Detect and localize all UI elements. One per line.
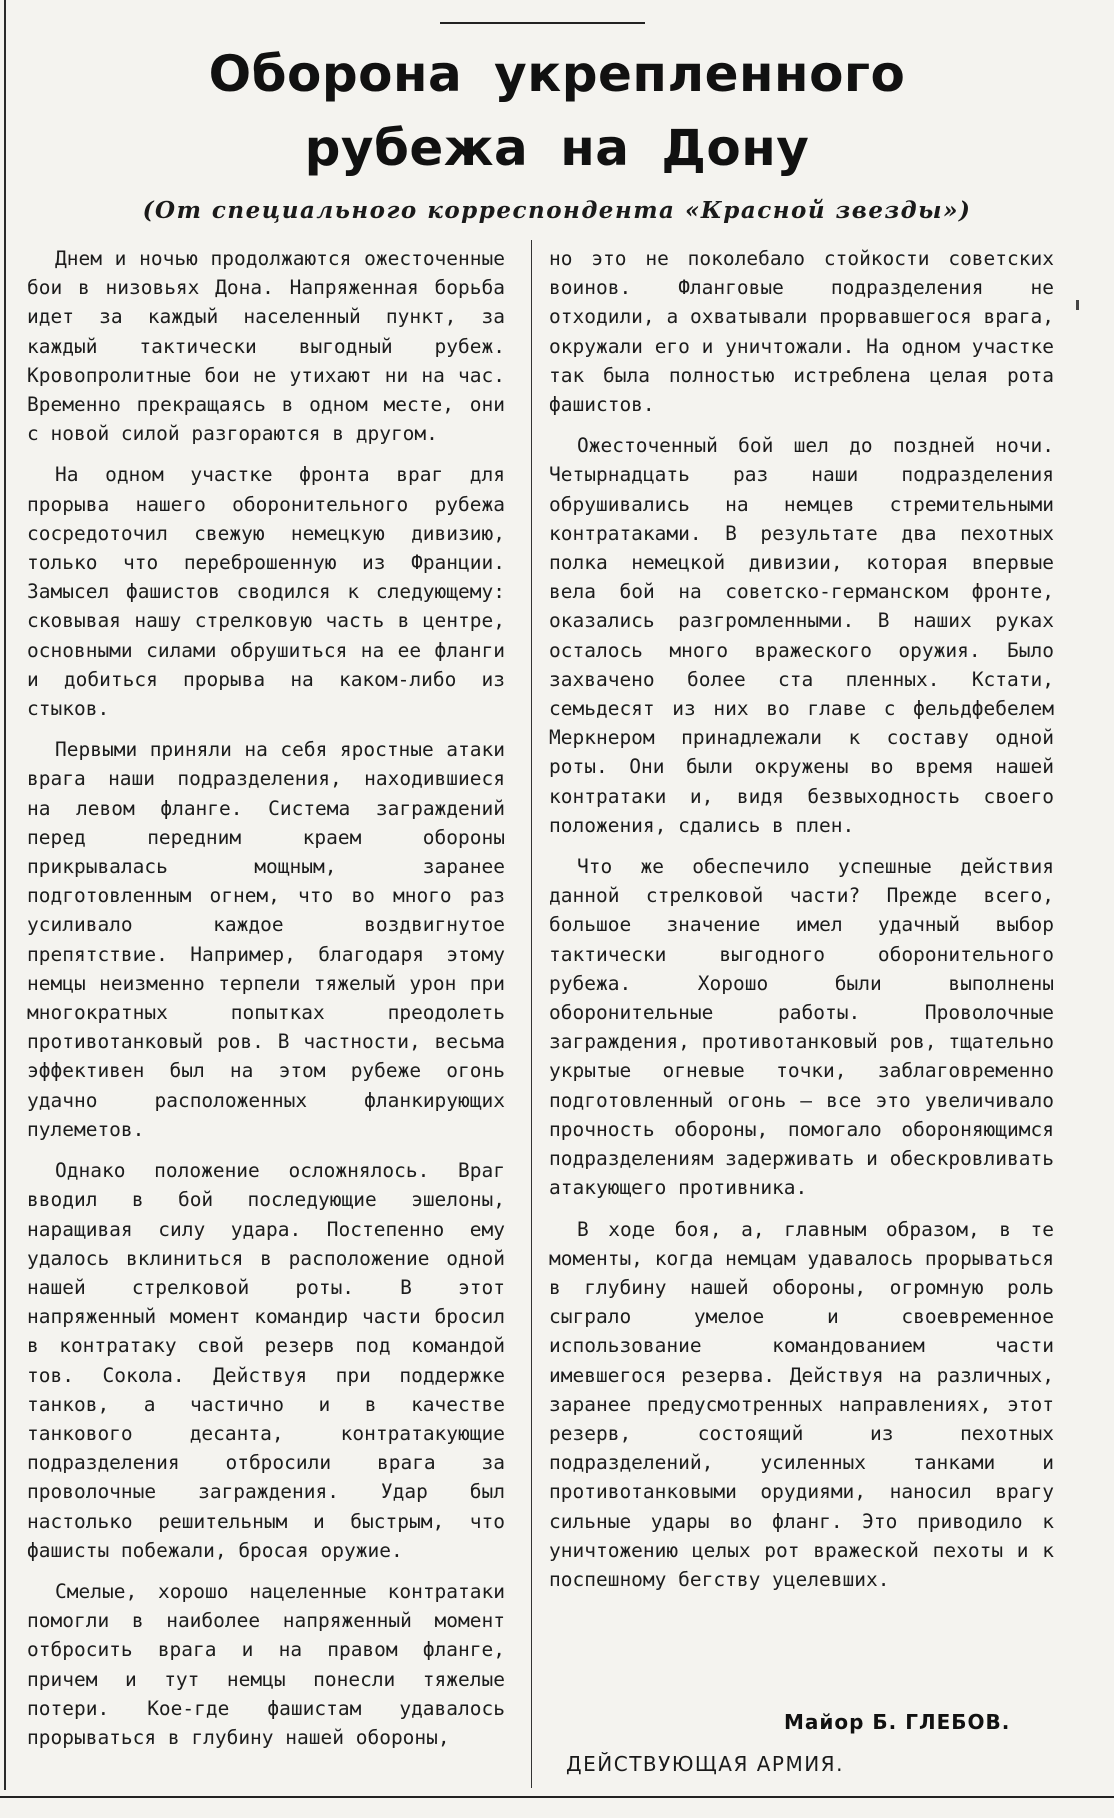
paragraph: В ходе боя, а, главным образом, в те моменты, когда немцам удавалось прорываться в глубину нашей обороны, огромную роль сыграло умелое и своевременное использование командованием части имевшегося резерва. Действуя на различных, заранее предусмотренных направлениях, этот резерв, состоящий из пехотных подразделений, усиленных танками и противотанковыми орудиями, наносил врагу сильные удары во фланг. Это приводило к уничтожению целых рот вражеской пехоты и к поспешному бегству уцелевших. xyxy=(549,1217,1054,1591)
headline-line-2: рубежа на Дону xyxy=(304,119,810,177)
paragraph: Что же обеспечило успешные действия данной стрелковой части? Прежде всего, большое значение имел удачный выбор тактически выгодного оборонительного рубежа. Хорошо были выполнены оборонительные работы. Проволочные заграждения, противотанковый ров, тщательно укрытые огневые точки, заблаговременно подготовленный огонь — все это увеличивало прочность обороны, помогало обороняющимся подразделениям задерживать и обескровливать атакующего противника. xyxy=(549,855,1054,1200)
subtitle: (От специального корреспондента «Красной звезды») xyxy=(142,197,972,224)
bottom-rule xyxy=(0,1796,1114,1798)
author-signature: Майор Б. ГЛЕБОВ. xyxy=(784,1710,1011,1734)
left-column xyxy=(27,244,505,1764)
paragraph: Ожесточенный бой шел до поздней ночи. Четырнадцать раз наши подразделения обрушивались на немцев стремительными контратаками. В результате два пехотных полка немецкой дивизии, которая впервые вела бой на советско-германском фронте, оказались разгромленными. В наших руках осталось много вражеского оружия. Было захвачено более ста пленных. Кстати, семьдесят из них во главе с фельдфебелем Меркнером принадлежали к составу одной роты. Они были окружены во время нашей контратаки и, видя безвыходность своего положения, сдались в плен. xyxy=(549,434,1054,837)
headline-line-1: Оборона укрепленного xyxy=(208,45,906,103)
top-rule xyxy=(440,22,645,24)
paragraph: Первыми приняли на себя яростные атаки врага наши подразделения, находившиеся на левом фланге. Система заграждений перед передним краем обороны прикрывалась мощным, заранее подготовленным огнем, что во много раз усиливало каждое воздвигнутое препятствие. Например, благодаря этому немцы неизменно терпели тяжелый урон при многократных попытках преодолеть противотанковый ров. В частности, весьма эффективен был на этом рубеже огонь удачно расположенных фланкирующих пулеметов. xyxy=(27,738,505,1141)
print-speck xyxy=(1076,300,1079,310)
paragraph: Днем и ночью продолжаются ожесточенные бои в низовьях Дона. Напряженная борьба идет за каждый населенный пункт, за каждый тактически выгодный рубеж. Кровопролитные бои не утихают ни на час. Временно прекращаясь в одном месте, они с новой силой разгораются в другом. xyxy=(27,247,505,446)
right-column xyxy=(549,244,1054,1606)
dateline: ДЕЙСТВУЮЩАЯ АРМИЯ. xyxy=(566,1752,844,1776)
paragraph: Смелые, хорошо нацеленные контратаки помогли в наиболее напряженный момент отбросить врага и на правом фланге, причем и тут немцы понесли тяжелые потери. Кое-где фашистам удавалось прорываться в глубину нашей обороны, xyxy=(27,1579,505,1749)
left-edge-rule xyxy=(4,0,6,1790)
paragraph: но это не поколебало стойкости советских воинов. Фланговые подразделения не отходили, а охватывали прорвавшегося врага, окружали его и уничтожали. На одном участке так была полностью истреблена целая рота фашистов. xyxy=(549,247,1054,417)
column-divider xyxy=(531,240,532,1788)
paragraph: На одном участке фронта враг для прорыва нашего оборонительного рубежа сосредоточил свежую немецкую дивизию, только что переброшенную из Франции. Замысел фашистов сводился к следующему: сковывая нашу стрелковую часть в центре, основными силами обрушиться на ее фланги и добиться прорыва на каком-либо из стыков. xyxy=(27,463,505,721)
paragraph: Однако положение осложнялось. Враг вводил в бой последующие эшелоны, наращивая силу удара. Постепенно ему удалось вклиниться в расположение одной нашей стрелковой роты. В этот напряженный момент командир части бросил в контратаку свой резерв под командой тов. Сокола. Действуя при поддержке танков, а частично и в качестве танкового десанта, контратакующие подразделения отбросили врага за проволочные заграждения. Удар был настолько решительным и быстрым, что фашисты побежали, бросая оружие. xyxy=(27,1159,505,1562)
